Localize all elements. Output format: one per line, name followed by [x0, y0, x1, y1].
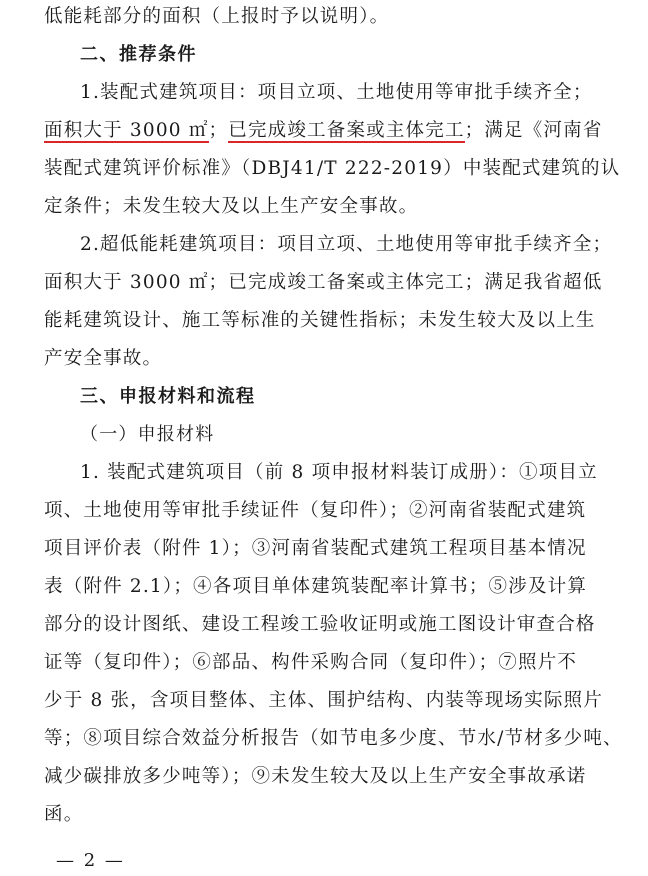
body-text-line: 项目评价表（附件 1）；③河南省装配式建筑工程项目基本情况 [44, 538, 587, 559]
body-text-line: 1. 装配式建筑项目（前 8 项申报材料装订成册）：①项目立 [80, 462, 598, 483]
body-text-line-highlighted [44, 118, 604, 144]
highlighted-area-requirement: 面积大于 3000 ㎡ [44, 120, 209, 141]
text-fragment: ； [208, 120, 229, 141]
body-text-line: 低能耗部分的面积（上报时予以说明）。 [44, 6, 390, 27]
body-text-line: 面积大于 3000 ㎡；已完成竣工备案或主体完工；满足我省超低 [44, 272, 603, 293]
body-text-line: 产安全事故。 [44, 348, 163, 369]
text-fragment: ；满足《河南省 [464, 120, 603, 141]
body-text-line: 等；⑧项目综合效益分析报告（如节电多少度、节水/节材多少吨、 [44, 728, 623, 749]
body-text-line: 2.超低能耗建筑项目：项目立项、土地使用等审批手续齐全； [80, 234, 613, 255]
body-text-line: 项、土地使用等审批手续证件（复印件）；②河南省装配式建筑 [44, 500, 587, 521]
body-text-line: 装配式建筑评价标准》（DBJ41/T 222-2019）中装配式建筑的认 [44, 158, 621, 179]
body-text-line: 表（附件 2.1）；④各项目单体建筑装配率计算书；⑤涉及计算 [44, 576, 588, 597]
subsection-heading-materials: （一）申报材料 [80, 424, 215, 445]
highlighted-completion-requirement: 已完成竣工备案或主体完工 [228, 120, 465, 141]
body-text-line: 减少碳排放多少吨等）；⑨未发生较大及以上生产安全事故承诺 [44, 766, 587, 787]
body-text-line: 函。 [44, 804, 84, 825]
body-text-line: 部分的设计图纸、建设工程竣工验收证明或施工图设计审查合格 [44, 614, 596, 635]
page-number: — 2 — [56, 850, 125, 871]
body-text-line: 能耗建筑设计、施工等标准的关键性指标；未发生较大及以上生 [44, 310, 596, 331]
body-text-line: 证等（复印件）；⑥部品、构件采购合同（复印件）；⑦照片不 [44, 652, 578, 673]
body-text-line: 少于 8 张，含项目整体、主体、围护结构、内装等现场实际照片 [44, 690, 604, 711]
section-heading-materials-process: 三、申报材料和流程 [80, 386, 256, 407]
body-text-line: 1.装配式建筑项目：项目立项、土地使用等审批手续齐全； [80, 82, 593, 103]
body-text-line: 定条件；未发生较大及以上生产安全事故。 [44, 196, 419, 217]
section-heading-recommend-conditions: 二、推荐条件 [80, 44, 197, 65]
